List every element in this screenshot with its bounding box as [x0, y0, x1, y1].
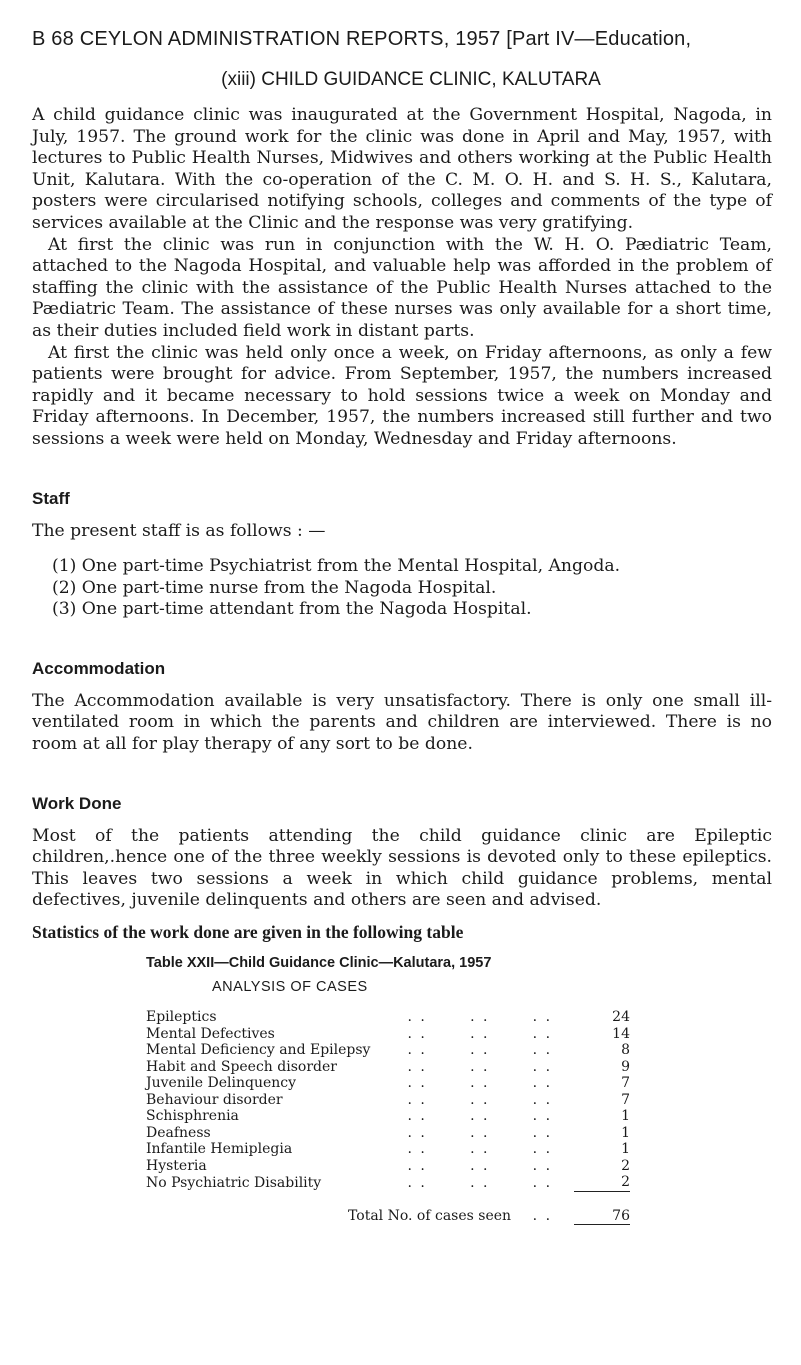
leader-dots: . .	[470, 1091, 490, 1108]
case-count: 7	[621, 1075, 630, 1092]
case-category: Schisphrenia	[146, 1108, 239, 1125]
bottom-rule	[574, 1225, 630, 1242]
leader-dots: . .	[532, 1141, 553, 1158]
leader-dots: . .	[470, 1042, 490, 1059]
table-rule-spacer	[448, 1191, 511, 1208]
leader-dots: . .	[532, 1108, 553, 1125]
leader-dots: . .	[532, 1208, 553, 1225]
staff-list	[32, 556, 772, 621]
statistics-line: Statistics of the work done are given in the following table	[32, 922, 464, 943]
case-count: 9	[621, 1058, 630, 1075]
intro-paragraph-3: At first the clinic was held only once a week, on Friday afternoons, as only a few patients were brought for advice. From September, 1957, the numbers increased rapidly and it became necessary to hold sessions twice a week on Monday and Friday afternoons. In December, 1957, the numbers increased still further and two sessions a week were held on Monday, Wednesday and Friday afternoons.	[32, 342, 772, 449]
case-category: Mental Deficiency and Epilepsy	[146, 1042, 371, 1059]
table-row	[146, 1141, 630, 1158]
table-rule-spacer	[511, 1191, 574, 1208]
running-header: B 68 CEYLON ADMINISTRATION REPORTS, 1957 [Part IV—Education,	[32, 28, 692, 50]
case-count: 24	[612, 1009, 630, 1026]
accommodation-heading: Accommodation	[32, 658, 166, 678]
staff-item: (1) One part-time Psychiatrist from the Mental Hospital, Angoda.	[52, 556, 621, 577]
table-row	[146, 1075, 630, 1092]
total-rule	[574, 1191, 630, 1208]
case-category: Habit and Speech disorder	[146, 1058, 337, 1075]
case-count: 14	[612, 1025, 630, 1042]
leader-dots: . .	[532, 1075, 553, 1092]
cases-table	[146, 1009, 630, 1241]
total-label: Total No. of cases seen	[348, 1208, 512, 1225]
leader-dots: . .	[407, 1025, 427, 1042]
leader-dots: . .	[470, 1009, 490, 1026]
case-count: 8	[621, 1042, 630, 1059]
leader-dots: . .	[407, 1157, 427, 1174]
leader-dots: . .	[470, 1075, 490, 1092]
work-done-heading: Work Done	[32, 793, 122, 813]
table-row	[146, 1009, 630, 1026]
table-row	[146, 1174, 630, 1191]
leader-dots: . .	[407, 1141, 427, 1158]
case-count: 1	[621, 1108, 630, 1125]
case-category: Infantile Hemiplegia	[146, 1141, 293, 1158]
leader-dots: . .	[532, 1091, 553, 1108]
table-title: Table XXII—Child Guidance Clinic—Kalutara, 1957	[146, 955, 492, 972]
table-rule-row	[146, 1191, 630, 1208]
table-rule-spacer	[146, 1191, 386, 1208]
table-rule-spacer	[146, 1225, 386, 1242]
table-row	[146, 1059, 630, 1076]
leader-dots: . .	[407, 1091, 427, 1108]
leader-dots: . .	[532, 1042, 553, 1059]
case-count: 1	[621, 1124, 630, 1141]
table-row	[146, 1125, 630, 1142]
intro-paragraph-2: At first the clinic was run in conjunction with the W. H. O. Pædiatric Team, attached to the Nagoda Hospital, and valuable help was afforded in the problem of staffing the clinic with the assistance of the Public Health Nurses attached to the Pædiatric Team. The assistance of these nurses was only available for a short time, as their duties included field work in distant parts.	[32, 234, 772, 341]
case-count: 2	[621, 1174, 630, 1191]
leader-dots: . .	[532, 1009, 553, 1026]
intro-paragraph-1: A child guidance clinic was inaugurated at the Government Hospital, Nagoda, in July, 1957. The ground work for the clinic was done in April and May, 1957, with lectures to Public Health Nurses, Midwives and others working at the Public Health Unit, Kalutara. With the co-operation of the C. M. O. H. and S. H. S., Kalutara, posters were circularised notifying schools, colleges and comments of the type of services available at the Clinic and the response was very gratifying.	[32, 105, 772, 233]
leader-dots: . .	[407, 1042, 427, 1059]
leader-dots: . .	[470, 1025, 490, 1042]
total-value: 76	[612, 1207, 630, 1224]
leader-dots: . .	[407, 1058, 427, 1075]
case-count: 2	[621, 1157, 630, 1174]
case-category: Epileptics	[146, 1009, 217, 1026]
leader-dots: . .	[470, 1157, 490, 1174]
leader-dots: . .	[470, 1058, 490, 1075]
case-category: Deafness	[146, 1124, 211, 1141]
case-category: No Psychiatric Disability	[146, 1174, 322, 1191]
case-category: Hysteria	[146, 1157, 207, 1174]
leader-dots: . .	[532, 1124, 553, 1141]
leader-dots: . .	[532, 1025, 553, 1042]
table-rule-row	[146, 1225, 630, 1242]
leader-dots: . .	[470, 1141, 490, 1158]
table-row	[146, 1108, 630, 1125]
staff-heading: Staff	[32, 488, 70, 508]
cases-table-block	[146, 955, 630, 1241]
total-row	[146, 1208, 630, 1225]
case-category: Mental Defectives	[146, 1025, 275, 1042]
leader-dots: . .	[470, 1174, 490, 1191]
leader-dots: . .	[470, 1108, 490, 1125]
table-subtitle: ANALYSIS OF CASES	[212, 979, 368, 996]
staff-intro: The present staff is as follows : —	[32, 520, 326, 541]
case-category: Juvenile Delinquency	[146, 1075, 297, 1092]
table-rule-spacer	[511, 1225, 574, 1242]
case-count: 1	[621, 1141, 630, 1158]
staff-item: (2) One part-time nurse from the Nagoda Hospital.	[52, 577, 497, 598]
leader-dots: . .	[532, 1058, 553, 1075]
leader-dots: . .	[532, 1157, 553, 1174]
table-row	[146, 1042, 630, 1059]
table-rule-spacer	[448, 1225, 511, 1242]
case-count: 7	[621, 1091, 630, 1108]
leader-dots: . .	[407, 1075, 427, 1092]
document-page	[32, 28, 772, 1241]
leader-dots: . .	[407, 1174, 427, 1191]
table-rule-spacer	[386, 1225, 449, 1242]
table-row	[146, 1092, 630, 1109]
leader-dots: . .	[532, 1174, 553, 1191]
table-row	[146, 1026, 630, 1043]
staff-item: (3) One part-time attendant from the Nagoda Hospital.	[52, 599, 532, 620]
leader-dots: . .	[407, 1009, 427, 1026]
leader-dots: . .	[407, 1108, 427, 1125]
table-rule-spacer	[386, 1191, 449, 1208]
leader-dots: . .	[407, 1124, 427, 1141]
table-row	[146, 1158, 630, 1175]
section-title: (xiii) CHILD GUIDANCE CLINIC, KALUTARA	[221, 69, 601, 90]
leader-dots: . .	[470, 1124, 490, 1141]
work-done-paragraph: Most of the patients attending the child guidance clinic are Epileptic children,.hence one of the three weekly sessions is devoted only to these epileptics. This leaves two sessions a week in which child guidance problems, mental defectives, juvenile delinquents and others are seen and advised.	[32, 825, 772, 911]
accommodation-paragraph: The Accommodation available is very unsatisfactory. There is only one small ill-ventilated room in which the parents and children are interviewed. There is no room at all for play therapy of any sort to be done.	[32, 690, 772, 755]
case-category: Behaviour disorder	[146, 1091, 283, 1108]
